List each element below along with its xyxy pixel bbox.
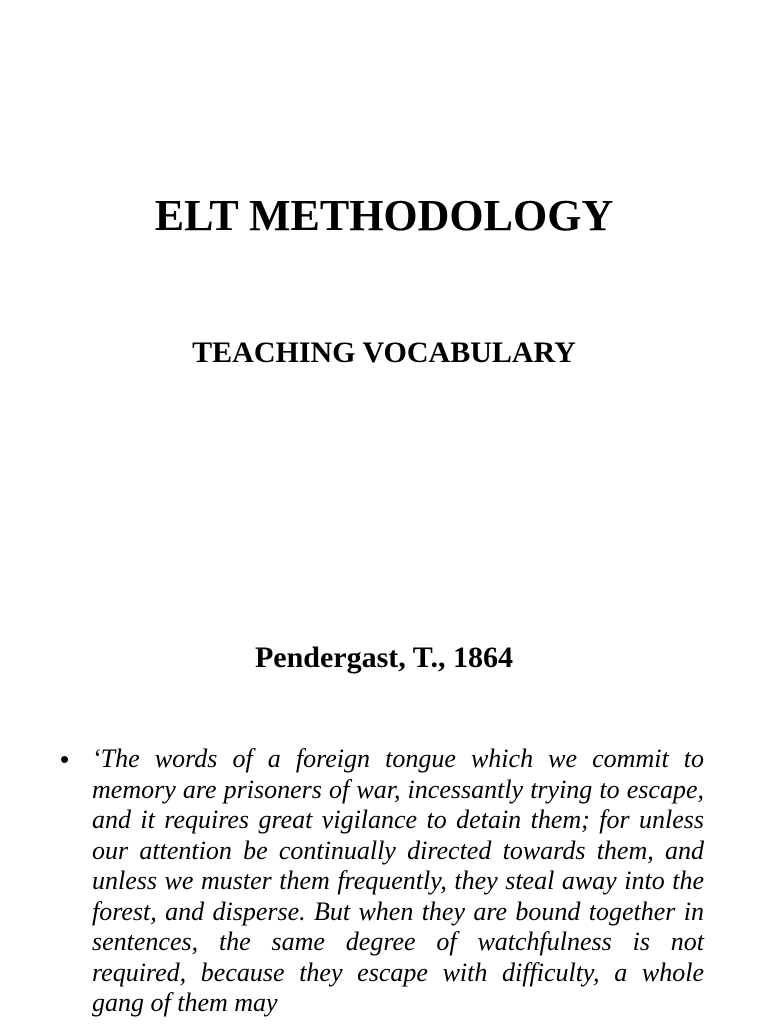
quote-bullet-item xyxy=(60,744,704,1019)
slide-subtitle: TEACHING VOCABULARY xyxy=(192,336,576,369)
slide-title: ELT METHODOLOGY xyxy=(154,191,614,240)
citation-heading: Pendergast, T., 1864 xyxy=(254,641,514,674)
bullet-icon: • xyxy=(60,744,70,774)
quote-text: ‘The words of a foreign tongue which we commit to memory are prisoners of war, incessantly trying to escape, and it requires great vigilance to detain them; for unless our attention be continually directed towards them, and unless we muster them frequently, they steal away into the forest, and disperse. But when they are bound together in sentences, the same degree of watchfulness is not required, because they escape with difficulty, a whole gang of them may xyxy=(92,744,704,1017)
